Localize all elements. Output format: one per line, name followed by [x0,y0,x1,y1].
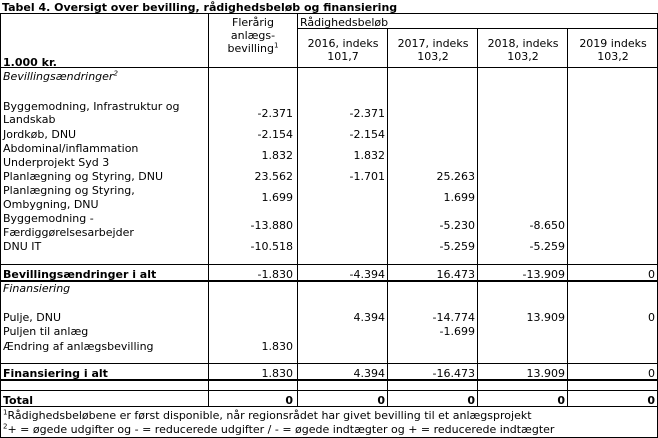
header-year-2018-line2: 103,2 [507,50,539,63]
subtotal-label: Finansiering i alt [3,367,108,380]
cell-flerarig: 1.830 [261,340,293,353]
header-year-2016-line2: 101,7 [327,50,359,63]
cell-2017: -5.259 [439,240,475,253]
cell-2016: 1.832 [353,149,385,162]
cell-2016: 0 [377,394,385,407]
rule-left [0,13,1,438]
rule-col-1 [208,13,209,406]
header-flerarig-line1: Flerårig [232,16,274,29]
row-label: DNU IT [3,240,42,253]
cell-2017: -1.699 [439,325,475,338]
footnote-2: $^2$+ = øgede udgifter og - = reducerede udgifter / - = øgede indtægter og + = reducerede indtægter [3,422,555,436]
header-year-2017-line1: 2017, indeks [397,37,469,50]
cell-flerarig: 0 [285,394,293,407]
rule-header-bottom [0,67,658,68]
header-year-2019-line1: 2019 indeks [579,37,647,50]
cell-2018: 13.909 [526,311,565,324]
cell-2016: -2.371 [349,107,385,120]
cell-2018: 0 [557,394,565,407]
cell-flerarig: 1.832 [261,149,293,162]
unit-label: 1.000 kr. [3,56,57,69]
row-label: Abdominal/inflammation [3,142,139,155]
footnote-1: $^1$Rådighedsbeløbene er først disponible, når regionsrådet har givet bevilling til et anlægsprojekt [3,408,532,422]
cell-2016: -1.701 [349,170,385,183]
cell-2018: 13.909 [526,367,565,380]
row-label: Byggemodning - [3,212,94,225]
row-label: Planlægning og Styring, DNU [3,170,164,183]
header-year-2018-line1: 2018, indeks [487,37,559,50]
cell-2017: 16.473 [436,268,475,281]
rule-top [0,13,658,14]
row-label: Planlægning og Styring, [3,184,135,197]
subtotal-label: Bevillingsændringer i alt [3,268,157,281]
table-title: Tabel 4. Oversigt over bevilling, rådighedsbeløb og finansiering [2,1,398,14]
cell-2017: -16.473 [432,367,475,380]
cell-2017: -14.774 [432,311,475,324]
section-heading-finansiering: Finansiering [3,282,71,295]
rule-total-top [0,390,658,391]
row-label: Jordkøb, DNU [3,128,77,141]
cell-2018: -13.909 [522,268,565,281]
cell-2018: -5.259 [529,240,565,253]
cell-flerarig: -13.880 [250,219,293,232]
rule-subtotal2-bottom [0,379,658,381]
cell-2017: 0 [467,394,475,407]
cell-2017: 1.699 [443,191,475,204]
section-heading-bevilling: Bevillingsændringer$^2$ [3,69,118,83]
cell-2016: -2.154 [349,128,385,141]
cell-2019: 0 [648,367,655,380]
cell-flerarig: -1.830 [257,268,293,281]
rule-col-5 [567,28,568,406]
cell-flerarig: 1.699 [261,191,293,204]
cell-2016: 4.394 [353,367,385,380]
row-label: Ændring af anlægsbevilling [3,340,154,353]
header-year-2019-line2: 103,2 [597,50,629,63]
cell-2019: 0 [648,268,655,281]
cell-flerarig: 1.830 [261,367,293,380]
rule-total-bottom [0,406,658,407]
rule-subtotal1-top [0,264,658,265]
row-label: Landskab [3,113,56,126]
header-flerarig-line2: anlægs- [230,29,276,42]
row-label: Ombygning, DNU [3,198,99,211]
rule-col-2 [297,13,298,406]
cell-2016: 4.394 [353,311,385,324]
cell-2018: -8.650 [529,219,565,232]
header-flerarig-line3: bevilling$^1$ [227,41,279,55]
cell-flerarig: -10.518 [250,240,293,253]
row-label: Underprojekt Syd 3 [3,156,110,169]
rule-subtotal1-bottom [0,280,658,282]
row-label: Pulje, DNU [3,311,62,324]
rule-col-4 [477,28,478,406]
cell-2019: 0 [647,394,655,407]
header-year-2017-line2: 103,2 [417,50,449,63]
cell-flerarig: 23.562 [254,170,293,183]
header-radighedsbelob: Rådighedsbeløb [300,16,389,29]
cell-2017: 25.263 [436,170,475,183]
row-label: Byggemodning, Infrastruktur og [3,100,180,113]
cell-flerarig: -2.371 [257,107,293,120]
cell-2017: -5.230 [439,219,475,232]
total-label: Total [3,394,34,407]
rule-col-3 [387,28,388,406]
header-year-2016-line1: 2016, indeks [307,37,379,50]
row-label: Puljen til anlæg [3,325,89,338]
cell-2019: 0 [648,311,655,324]
rule-subtotal2-top [0,363,658,364]
row-label: Færdiggørelsesarbejder [3,226,134,239]
cell-2016: -4.394 [349,268,385,281]
cell-flerarig: -2.154 [257,128,293,141]
